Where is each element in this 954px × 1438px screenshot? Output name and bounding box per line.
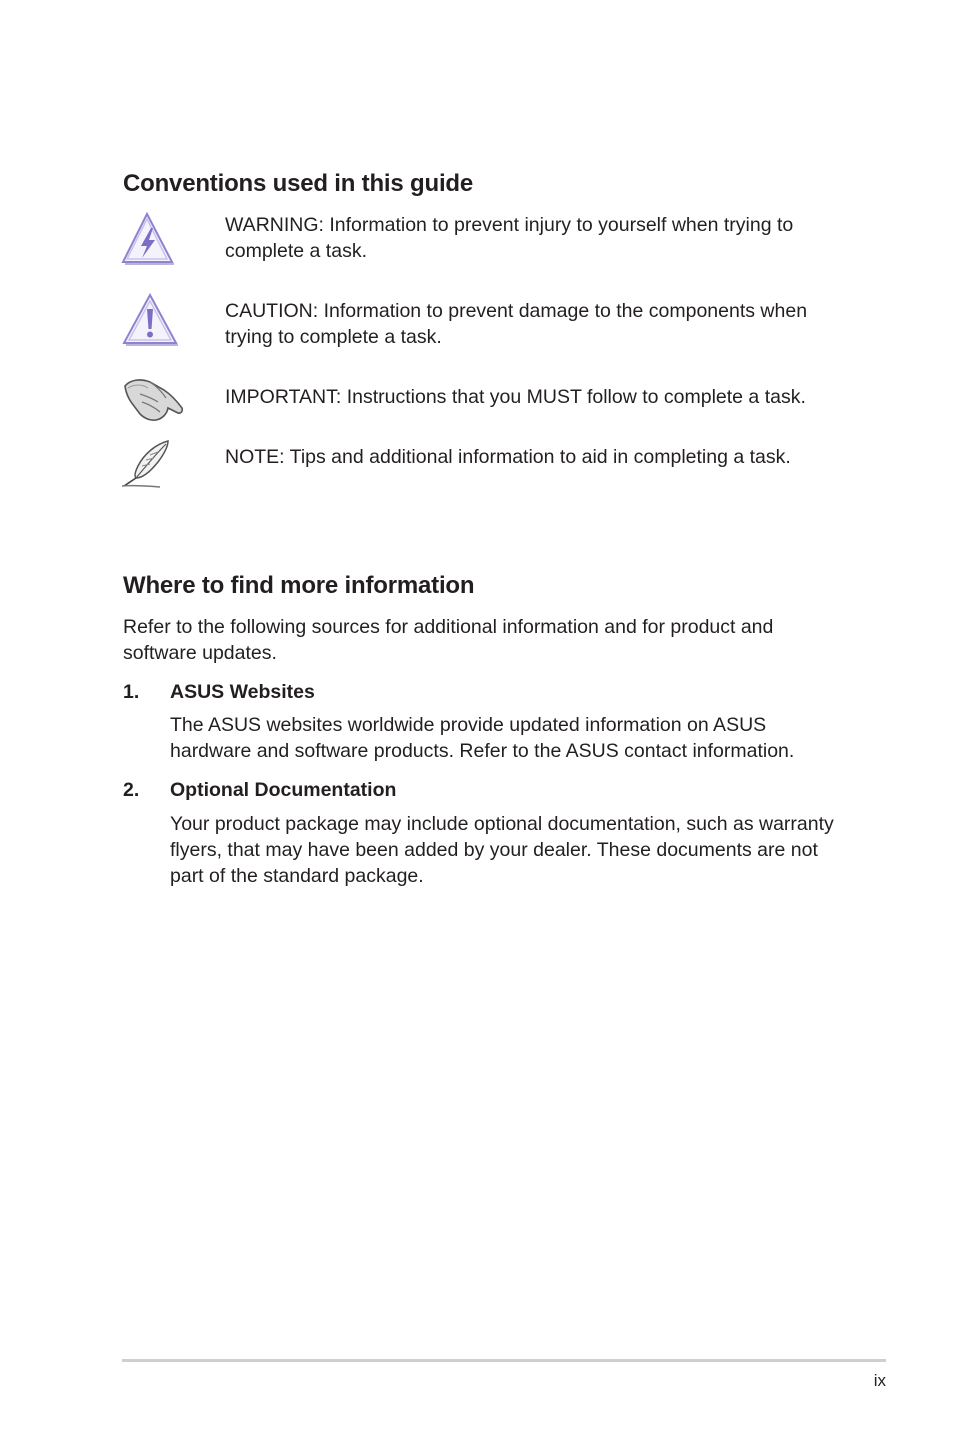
list-item-body: Your product package may include optional documentation, such as warranty flyers, that may have been added by your dealer. These documents are not part of the standard package. bbox=[170, 813, 834, 887]
caution-exclamation-icon bbox=[120, 292, 180, 353]
footer-divider bbox=[122, 1359, 886, 1362]
list-item-title: Optional Documentation bbox=[170, 779, 397, 801]
important-hand-icon bbox=[120, 374, 186, 429]
conventions-heading: Conventions used in this guide bbox=[123, 170, 474, 197]
list-item-title: ASUS Websites bbox=[170, 681, 315, 703]
important-text: IMPORTANT: Instructions that you MUST follow to complete a task. bbox=[225, 386, 806, 408]
more-info-heading: Where to find more information bbox=[123, 572, 475, 599]
list-item-number: 1. bbox=[123, 681, 140, 703]
warning-lightning-icon bbox=[120, 210, 176, 271]
warning-text: WARNING: Information to prevent injury to yourself when trying to complete a task. bbox=[225, 214, 794, 262]
note-text: NOTE: Tips and additional information to aid in completing a task. bbox=[225, 446, 791, 468]
note-feather-icon bbox=[120, 438, 180, 495]
more-info-intro: Refer to the following sources for additional information and for product and software updates. bbox=[123, 616, 774, 664]
list-item-number: 2. bbox=[123, 779, 140, 801]
page-number: ix bbox=[873, 1371, 886, 1390]
list-item-body: The ASUS websites worldwide provide updated information on ASUS hardware and software products. Refer to the ASUS contact information. bbox=[170, 714, 795, 762]
caution-text: CAUTION: Information to prevent damage to the components when trying to complete a task. bbox=[225, 300, 808, 348]
